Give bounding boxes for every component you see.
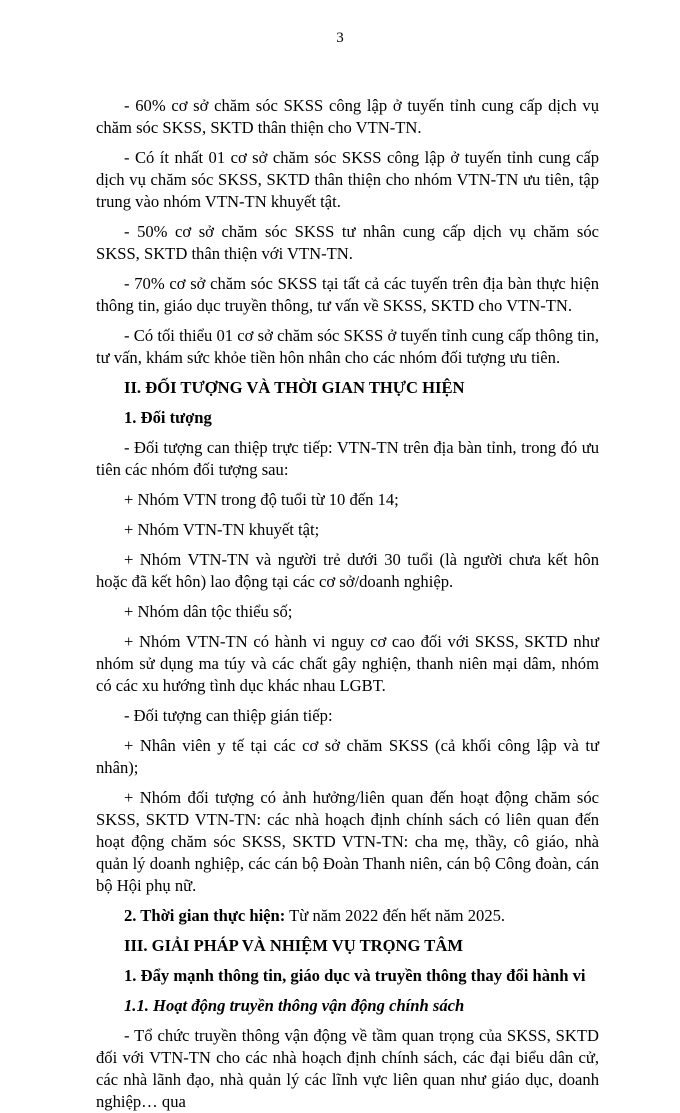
target-public-facilities-paragraph: - 60% cơ sở chăm sóc SKSS công lập ở tuyến tỉnh cung cấp dịch vụ chăm sóc SKSS, SKTD thân thiện cho VTN-TN. xyxy=(96,96,599,137)
target-all-levels-paragraph: - 70% cơ sở chăm sóc SKSS tại tất cả các tuyến trên địa bàn thực hiện thông tin, giáo dục truyền thông, tư vấn về SKSS, SKTD cho VTN-TN. xyxy=(96,274,599,315)
group-young-workers-item: + Nhóm VTN-TN và người trẻ dưới 30 tuổi (là người chưa kết hôn hoặc đã kết hôn) lao động tại các cơ sở/doanh nghiệp. xyxy=(96,550,599,591)
page-number: 3 xyxy=(336,30,344,46)
subjects-heading: 1. Đối tượng xyxy=(124,408,212,427)
target-private-facilities-paragraph: - 50% cơ sở chăm sóc SKSS tư nhân cung cấp dịch vụ chăm sóc SKSS, SKTD thân thiện với VTN-TN. xyxy=(96,222,599,263)
group-age-10-14-item: + Nhóm VTN trong độ tuổi từ 10 đến 14; xyxy=(124,490,399,509)
document-body xyxy=(96,95,599,1113)
target-priority-facility-paragraph: - Có ít nhất 01 cơ sở chăm sóc SKSS công lập ở tuyến tỉnh cung cấp dịch vụ chăm sóc SKSS, SKTD thân thiện cho nhóm VTN-TN ưu tiên, tập trung vào nhóm VTN-TN khuyết tật. xyxy=(96,148,599,211)
policy-advocacy-heading: 1.1. Hoạt động truyền thông vận động chính sách xyxy=(124,996,465,1015)
implementation-time-value: Từ năm 2022 đến hết năm 2025. xyxy=(285,906,506,925)
group-influencers-item: + Nhóm đối tượng có ảnh hưởng/liên quan đến hoạt động chăm sóc SKSS, SKTD VTN-TN: các nhà hoạch định chính sách có liên quan đến hoạt động chăm sóc SKSS, SKTD VTN-TN: cha mẹ, thầy, cô giáo, nhà quản lý doanh nghiệp, các cán bộ Đoàn Thanh niên, cán bộ Công đoàn, cán bộ Hội phụ nữ. xyxy=(96,788,599,895)
implementation-time-paragraph xyxy=(96,905,599,927)
indirect-subjects-paragraph: - Đối tượng can thiệp gián tiếp: xyxy=(124,706,333,725)
group-health-staff-item: + Nhân viên y tế tại các cơ sở chăm SKSS (cả khối công lập và tư nhân); xyxy=(96,736,599,777)
target-premarital-paragraph: - Có tối thiểu 01 cơ sở chăm sóc SKSS ở tuyến tỉnh cung cấp thông tin, tư vấn, khám sức khỏe tiền hôn nhân cho các nhóm đối tượng ưu tiên. xyxy=(96,326,599,367)
group-disabled-item: + Nhóm VTN-TN khuyết tật; xyxy=(124,520,320,539)
iec-heading: 1. Đẩy mạnh thông tin, giáo dục và truyền thông thay đổi hành vi xyxy=(124,966,586,985)
section-iii-heading: III. GIẢI PHÁP VÀ NHIỆM VỤ TRỌNG TÂM xyxy=(124,936,463,955)
group-ethnic-minority-item: + Nhóm dân tộc thiểu số; xyxy=(124,602,293,621)
implementation-time-label: 2. Thời gian thực hiện: xyxy=(124,906,286,925)
group-high-risk-item: + Nhóm VTN-TN có hành vi nguy cơ cao đối với SKSS, SKTD như nhóm sử dụng ma túy và các chất gây nghiện, thanh niên mại dâm, nhóm có các xu hướng tình dục khác nhau LGBT. xyxy=(96,632,599,695)
direct-subjects-paragraph: - Đối tượng can thiệp trực tiếp: VTN-TN trên địa bàn tỉnh, trong đó ưu tiên các nhóm đối tượng sau: xyxy=(96,438,599,479)
advocacy-paragraph: - Tổ chức truyền thông vận động về tầm quan trọng của SKSS, SKTD đối với VTN-TN cho các nhà hoạch định chính sách, các đại biểu dân cử, các nhà lãnh đạo, nhà quản lý các lĩnh vực liên quan như giáo dục, doanh nghiệp… qua xyxy=(96,1026,599,1111)
section-ii-heading: II. ĐỐI TƯỢNG VÀ THỜI GIAN THỰC HIỆN xyxy=(124,378,465,397)
